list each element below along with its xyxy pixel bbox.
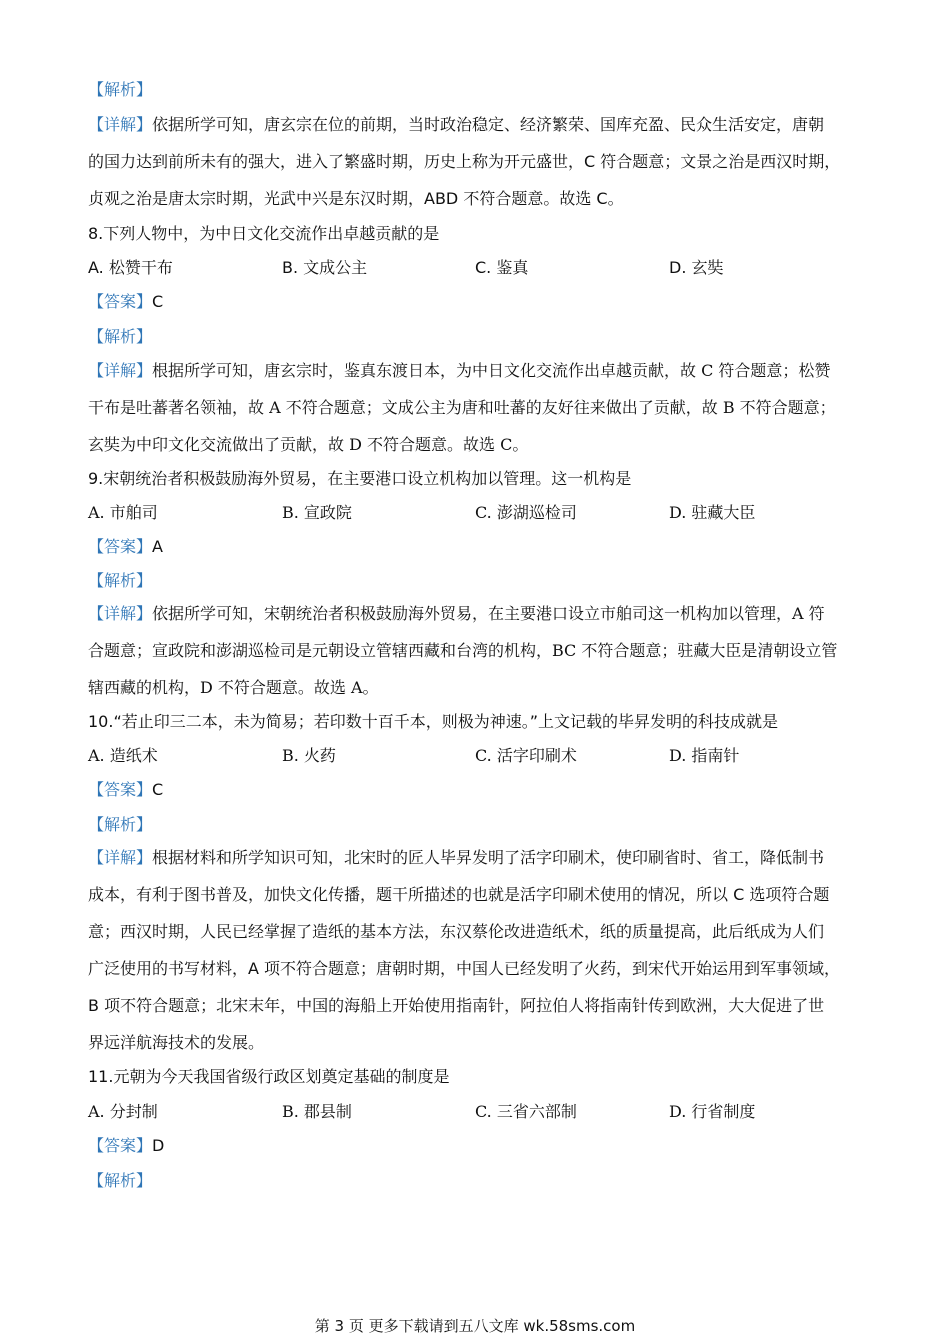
detail-paragraph-line: 的国力达到前所未有的强大，进入了繁盛时期，历史上称为开元盛世，C 符合题意；文景之治是西汉时期， <box>88 152 841 171</box>
q10-option-d: D. 指南针 <box>669 746 740 765</box>
question-8-stem: 8.下列人物中，为中日文化交流作出卓越贡献的是 <box>88 224 440 243</box>
answer-label: 【答案】 <box>88 780 153 799</box>
detail-label: 【详解】 <box>88 115 153 134</box>
q10-option-a: A. 造纸术 <box>88 746 158 765</box>
q9-option-b: B. 宣政院 <box>282 503 352 522</box>
analysis-label: 【解析】 <box>88 80 153 99</box>
detail-paragraph-line: 【详解】根据材料和所学知识可知，北宋时的匠人毕昇发明了活字印刷术，使印刷省时、省工，降低制书 <box>88 848 825 867</box>
detail-paragraph-line: 干布是吐蕃著名领袖，故 A 不符合题意；文成公主为唐和吐蕃的友好往来做出了贡献，故 B 不符合题意； <box>88 398 836 417</box>
q9-option-d: D. 驻藏大臣 <box>669 503 756 522</box>
detail-paragraph-line: 意；西汉时期，人民已经掌握了造纸的基本方法，东汉蔡伦改进造纸术，纸的质量提高，此后纸成为人们 <box>88 922 825 941</box>
q8-option-b: B. 文成公主 <box>282 258 368 277</box>
q9-option-a: A. 市舶司 <box>88 503 158 522</box>
analysis-label: 【解析】 <box>88 571 153 590</box>
q10-answer <box>88 780 163 800</box>
analysis-label: 【解析】 <box>88 815 153 834</box>
q8-answer-value: C <box>152 292 164 311</box>
q9-answer <box>88 537 163 557</box>
question-10-stem: 10.“若止印三二本，未为简易；若印数十百千本，则极为神速。”上文记载的毕昇发明的科技成就是 <box>88 712 779 731</box>
question-11-stem: 11.元朝为今天我国省级行政区划奠定基础的制度是 <box>88 1067 450 1086</box>
q9-answer-value: A <box>152 537 163 556</box>
q11-option-c: C. 三省六部制 <box>475 1102 577 1121</box>
detail-paragraph-line: 【详解】依据所学可知，唐玄宗在位的前期，当时政治稳定、经济繁荣、国库充盈、民众生活安定，唐朝 <box>88 115 825 134</box>
q11-option-b: B. 郡县制 <box>282 1102 352 1121</box>
question-9-stem: 9.宋朝统治者积极鼓励海外贸易，在主要港口设立机构加以管理。这一机构是 <box>88 469 632 488</box>
detail-paragraph-line: 广泛使用的书写材料，A 项不符合题意；唐朝时期，中国人已经发明了火药，到宋代开始运用到军事领域， <box>88 959 841 978</box>
detail-paragraph-line: 玄奘为中印文化交流做出了贡献，故 D 不符合题意。故选 C。 <box>88 435 529 454</box>
q11-option-a: A. 分封制 <box>88 1102 158 1121</box>
q8-option-c: C. 鉴真 <box>475 258 529 277</box>
page-footer: 第 3 页 更多下载请到五八文库 wk.58sms.com <box>314 1317 636 1335</box>
q9-option-c: C. 澎湖巡检司 <box>475 503 577 522</box>
analysis-label: 【解析】 <box>88 327 153 346</box>
detail-paragraph-line: 【详解】依据所学可知，宋朝统治者积极鼓励海外贸易，在主要港口设立市舶司这一机构加以管理，A 符 <box>88 604 825 623</box>
answer-label: 【答案】 <box>88 537 153 556</box>
detail-paragraph-line: 贞观之治是唐太宗时期，光武中兴是东汉时期，ABD 不符合题意。故选 C。 <box>88 189 624 208</box>
detail-paragraph-line: B 项不符合题意；北宋末年，中国的海船上开始使用指南针，阿拉伯人将指南针传到欧洲，大大促进了世 <box>88 996 825 1015</box>
detail-label: 【详解】 <box>88 361 153 380</box>
detail-paragraph-line: 合题意；宣政院和澎湖巡检司是元朝设立管辖西藏和台湾的机构，BC 不符合题意；驻藏大臣是清朝设立管 <box>88 641 838 660</box>
answer-label: 【答案】 <box>88 292 153 311</box>
detail-label: 【详解】 <box>88 848 153 867</box>
q10-option-b: B. 火药 <box>282 746 336 765</box>
detail-paragraph-line: 成本，有利于图书普及，加快文化传播，题干所描述的也就是活字印刷术使用的情况，所以 C 选项符合题 <box>88 885 830 904</box>
q10-answer-value: C <box>152 780 164 799</box>
q8-option-a: A. 松赞干布 <box>88 258 173 277</box>
detail-paragraph-line: 辖西藏的机构，D 不符合题意。故选 A。 <box>88 678 379 697</box>
q8-option-d: D. 玄奘 <box>669 258 724 277</box>
detail-paragraph-line: 界远洋航海技术的发展。 <box>88 1033 265 1052</box>
q11-option-d: D. 行省制度 <box>669 1102 756 1121</box>
q8-answer <box>88 292 163 312</box>
answer-label: 【答案】 <box>88 1136 153 1155</box>
analysis-label: 【解析】 <box>88 1171 153 1190</box>
q11-answer <box>88 1136 164 1156</box>
detail-label: 【详解】 <box>88 604 153 623</box>
q10-option-c: C. 活字印刷术 <box>475 746 577 765</box>
detail-paragraph-line: 【详解】根据所学可知，唐玄宗时，鉴真东渡日本，为中日文化交流作出卓越贡献，故 C 符合题意；松赞 <box>88 361 831 380</box>
q11-answer-value: D <box>152 1136 165 1155</box>
